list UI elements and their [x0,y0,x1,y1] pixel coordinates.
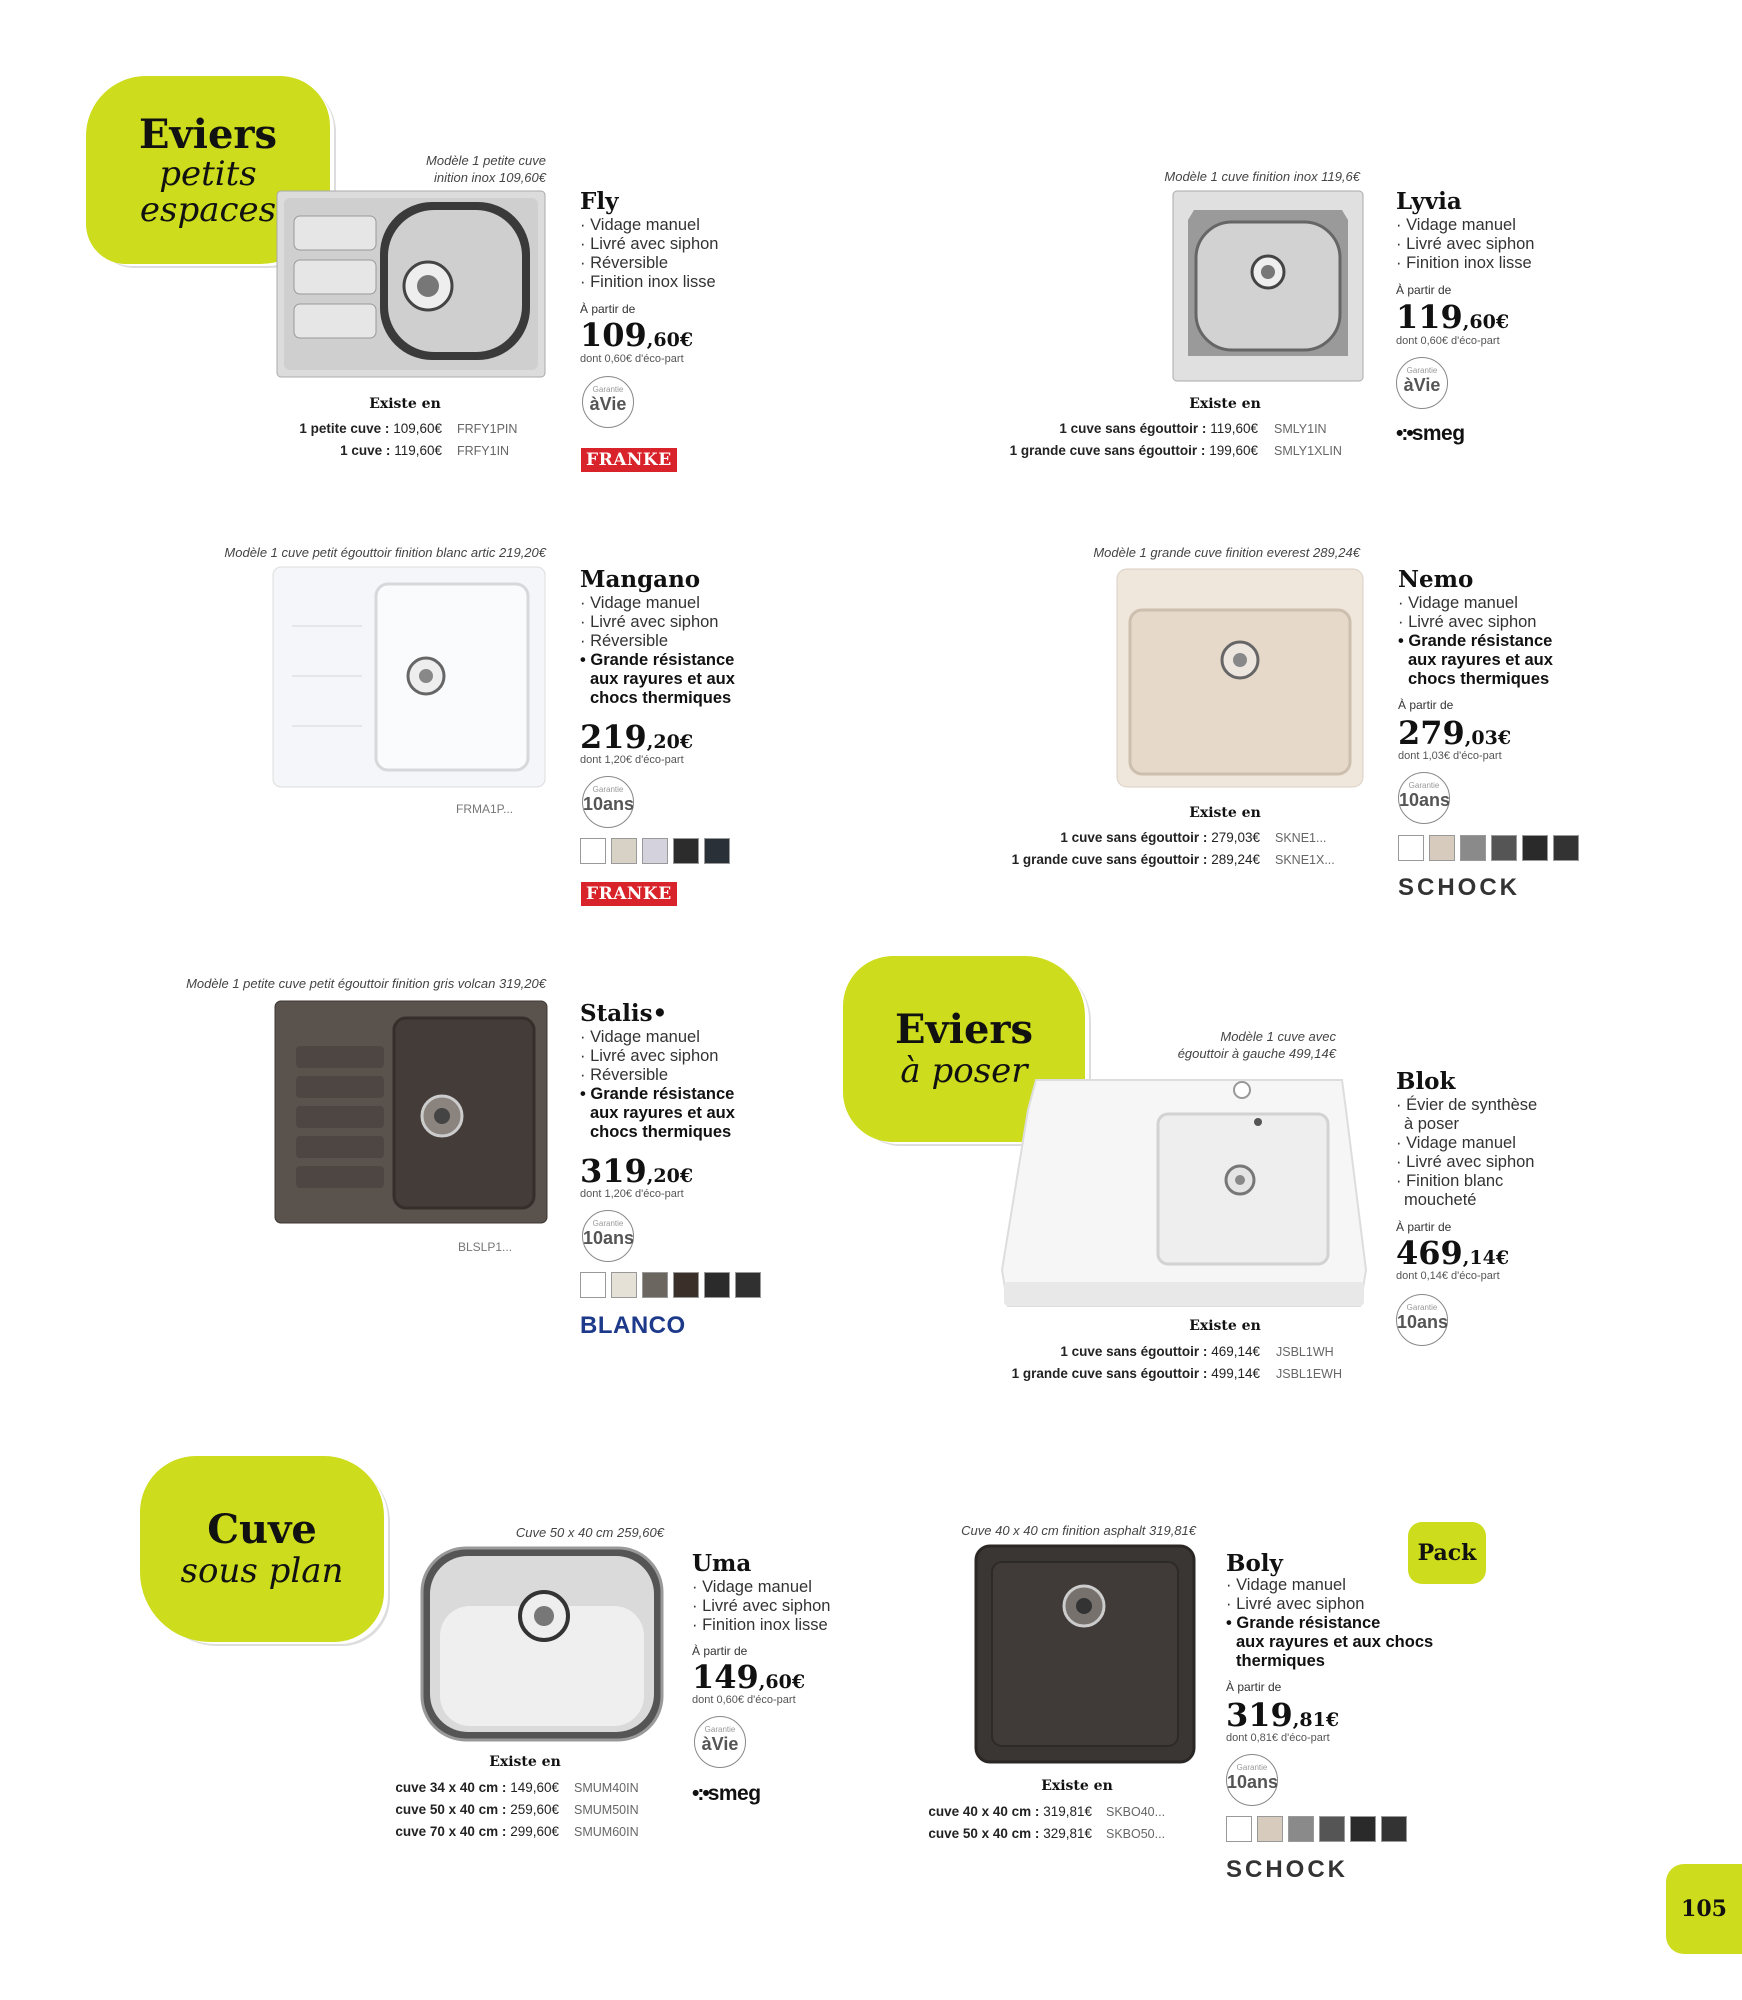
product-price: 319,20€ [580,1152,694,1190]
product-caption: Modèle 1 petite cuve inition inox 109,60€ [426,153,546,185]
guarantee-badge: Garantie àVie [1396,357,1448,409]
color-swatches [1226,1816,1407,1842]
product-features: · Vidage manuel · Livré avec siphon • Grande résistance aux rayures et aux chocs thermiques [1226,1576,1434,1670]
variant-ref: SMUM40IN [574,1781,639,1795]
product-price: 469,14€ [1396,1234,1510,1272]
color-swatch[interactable] [1491,835,1517,861]
color-swatch[interactable] [1460,835,1486,861]
price-from-label: À partir de [1396,1220,1452,1234]
eco-part: dont 0,60€ d'éco-part [580,353,684,365]
exists-heading: Existe en [1189,1318,1261,1334]
variant-ref: SKNE1X... [1275,853,1335,867]
product-name: Uma [692,1550,752,1577]
product-features: · Vidage manuel · Livré avec siphon · Finition inox lisse [1396,216,1535,272]
price-from-label: À partir de [580,302,636,316]
variant-row: 1 grande cuve sans égouttoir : 199,60€ [1009,443,1258,458]
sink-image-nemo [1116,568,1364,788]
brand-logo-blanco: BLANCO [580,1312,686,1339]
color-swatch[interactable] [735,1272,761,1298]
variant-row: cuve 40 x 40 cm : 319,81€ [928,1804,1092,1819]
product-name: Nemo [1398,566,1474,593]
exists-heading: Existe en [1041,1778,1113,1794]
eco-part: dont 1,20€ d'éco-part [580,754,684,766]
eco-part: dont 1,20€ d'éco-part [580,1188,684,1200]
product-price: 319,81€ [1226,1696,1340,1734]
color-swatch[interactable] [704,1272,730,1298]
product-name: Blok [1396,1068,1456,1095]
brand-logo-smeg: •:•smeg [692,1782,761,1805]
product-caption: Modèle 1 cuve petit égouttoir finition blanc artic 219,20€ [224,545,546,560]
product-name: Mangano [580,566,701,593]
product-features: · Vidage manuel · Livré avec siphon · Finition inox lisse [692,1578,831,1634]
color-swatches [580,1272,761,1298]
section-subtitle: sous plan [180,1551,344,1591]
section-title: Eviers [895,1006,1033,1053]
guarantee-badge: Garantie àVie [694,1716,746,1768]
exists-heading: Existe en [489,1754,561,1770]
color-swatch[interactable] [642,838,668,864]
variant-row: 1 cuve : 119,60€ [340,443,442,458]
variant-row: 1 cuve sans égouttoir : 279,03€ [1060,830,1260,845]
guarantee-badge: Garantie 10ans [582,1210,634,1262]
color-swatch[interactable] [1319,1816,1345,1842]
eco-part: dont 0,81€ d'éco-part [1226,1732,1330,1744]
product-features: · Vidage manuel · Livré avec siphon • Grande résistance aux rayures et aux chocs thermiques [1398,594,1553,688]
product-code: BLSLP1... [458,1240,513,1254]
sink-image-mangano [272,566,546,788]
color-swatch[interactable] [1553,835,1579,861]
guarantee-badge: Garantie 10ans [1396,1294,1448,1346]
color-swatch[interactable] [642,1272,668,1298]
variant-row: 1 petite cuve : 109,60€ [299,421,442,436]
variant-row: 1 cuve sans égouttoir : 119,60€ [1059,421,1258,436]
color-swatch[interactable] [1522,835,1548,861]
eco-part: dont 0,14€ d'éco-part [1396,1270,1500,1282]
color-swatches [1398,835,1579,861]
product-caption: Cuve 40 x 40 cm finition asphalt 319,81€ [961,1523,1196,1538]
variant-ref: SMUM60IN [574,1825,639,1839]
color-swatch[interactable] [1288,1816,1314,1842]
guarantee-badge: Garantie àVie [582,376,634,428]
color-swatch[interactable] [1350,1816,1376,1842]
variant-row: 1 grande cuve sans égouttoir : 499,14€ [1011,1366,1260,1381]
price-from-label: À partir de [1396,283,1452,297]
price-from-label: À partir de [1398,698,1454,712]
variant-row: cuve 34 x 40 cm : 149,60€ [395,1780,559,1795]
exists-heading: Existe en [1189,396,1261,412]
variant-row: 1 grande cuve sans égouttoir : 289,24€ [1011,852,1260,867]
price-from-label: À partir de [692,1644,748,1658]
page-number: 105 [1666,1864,1742,1954]
sink-image-boly [974,1544,1196,1764]
eco-part: dont 0,60€ d'éco-part [1396,335,1500,347]
color-swatch[interactable] [1429,835,1455,861]
product-price: 219,20€ [580,718,694,756]
exists-heading: Existe en [1189,805,1261,821]
variant-ref: SKBO40... [1106,1805,1166,1819]
color-swatch[interactable] [673,838,699,864]
color-swatches [580,838,730,864]
eco-part: dont 1,03€ d'éco-part [1398,750,1502,762]
product-name: Fly [580,188,619,215]
product-price: 279,03€ [1398,714,1512,752]
variant-row: cuve 70 x 40 cm : 299,60€ [395,1824,559,1839]
variant-ref: SMUM50IN [574,1803,639,1817]
color-swatch[interactable] [673,1272,699,1298]
section-badge-cuve-sous-plan [140,1456,384,1642]
color-swatch[interactable] [704,838,730,864]
section-subtitle: petits [159,154,257,194]
product-price: 109,60€ [580,316,694,354]
section-subtitle: espaces [139,190,277,230]
product-caption: Cuve 50 x 40 cm 259,60€ [515,1525,664,1540]
sink-image-uma [420,1546,664,1742]
product-caption: Modèle 1 petite cuve petit égouttoir finition gris volcan 319,20€ [186,976,546,991]
product-caption: Modèle 1 grande cuve finition everest 289,24€ [1093,545,1360,560]
product-caption: Modèle 1 cuve avec égouttoir à gauche 499,14€ [1177,1029,1336,1061]
sink-image-lyvia [1172,190,1364,382]
section-title: Cuve [207,1506,317,1553]
product-features: · Vidage manuel · Livré avec siphon · Réversible · Finition inox lisse [580,216,719,291]
guarantee-badge: Garantie 10ans [1398,772,1450,824]
color-swatch[interactable] [1398,835,1424,861]
variant-ref: SKBO50... [1106,1827,1166,1841]
product-name: Stalis• [580,1000,668,1027]
color-swatch[interactable] [1381,1816,1407,1842]
brand-logo-schock: SCHOCK [1398,874,1521,901]
section-title: Eviers [139,111,277,158]
guarantee-badge: Garantie 10ans [582,776,634,828]
brand-logo-schock: SCHOCK [1226,1856,1349,1883]
color-swatch[interactable] [1257,1816,1283,1842]
exists-heading: Existe en [369,396,441,412]
color-swatch[interactable] [611,1272,637,1298]
color-swatch[interactable] [611,838,637,864]
variant-row: 1 cuve sans égouttoir : 469,14€ [1060,1344,1260,1359]
variant-ref: SKNE1... [1275,831,1327,845]
variant-ref: FRFY1PIN [457,422,518,436]
eco-part: dont 0,60€ d'éco-part [692,1694,796,1706]
variant-ref: FRFY1IN [457,444,510,458]
product-name: Boly [1226,1550,1283,1577]
sink-image-stalis [274,1000,548,1224]
product-caption: Modèle 1 cuve finition inox 119,6€ [1164,169,1360,184]
variant-ref: SMLY1IN [1274,422,1327,436]
variant-row: cuve 50 x 40 cm : 259,60€ [395,1802,559,1817]
brand-logo-smeg: •:•smeg [1396,422,1465,445]
product-features: · Vidage manuel · Livré avec siphon · Réversible • Grande résistance aux rayures et aux chocs thermiques [580,594,735,707]
variant-ref: JSBL1WH [1276,1345,1334,1359]
color-swatch[interactable] [580,838,606,864]
guarantee-badge: Garantie 10ans [1226,1754,1278,1806]
product-name: Lyvia [1396,188,1462,215]
product-features: · Évier de synthèse à poser · Vidage manuel · Livré avec siphon · Finition blanc moucheté [1396,1096,1538,1209]
variant-ref: SMLY1XLIN [1274,444,1342,458]
brand-logo-franke: FRANKE [581,882,677,906]
product-features: · Vidage manuel · Livré avec siphon · Réversible • Grande résistance aux rayures et aux chocs thermiques [580,1028,735,1141]
product-code: FRMA1P... [456,802,514,816]
pack-badge: Pack [1408,1522,1486,1584]
section-subtitle: à poser [900,1051,1028,1091]
color-swatch[interactable] [580,1272,606,1298]
sink-image-fly [276,190,546,378]
variant-ref: JSBL1EWH [1276,1367,1342,1381]
product-price: 119,60€ [1396,298,1510,336]
color-swatch[interactable] [1226,1816,1252,1842]
price-from-label: À partir de [1226,1680,1282,1694]
brand-logo-franke: FRANKE [581,448,677,472]
product-price: 149,60€ [692,1658,806,1696]
sink-image-blok [1000,1070,1368,1310]
variant-row: cuve 50 x 40 cm : 329,81€ [928,1826,1092,1841]
